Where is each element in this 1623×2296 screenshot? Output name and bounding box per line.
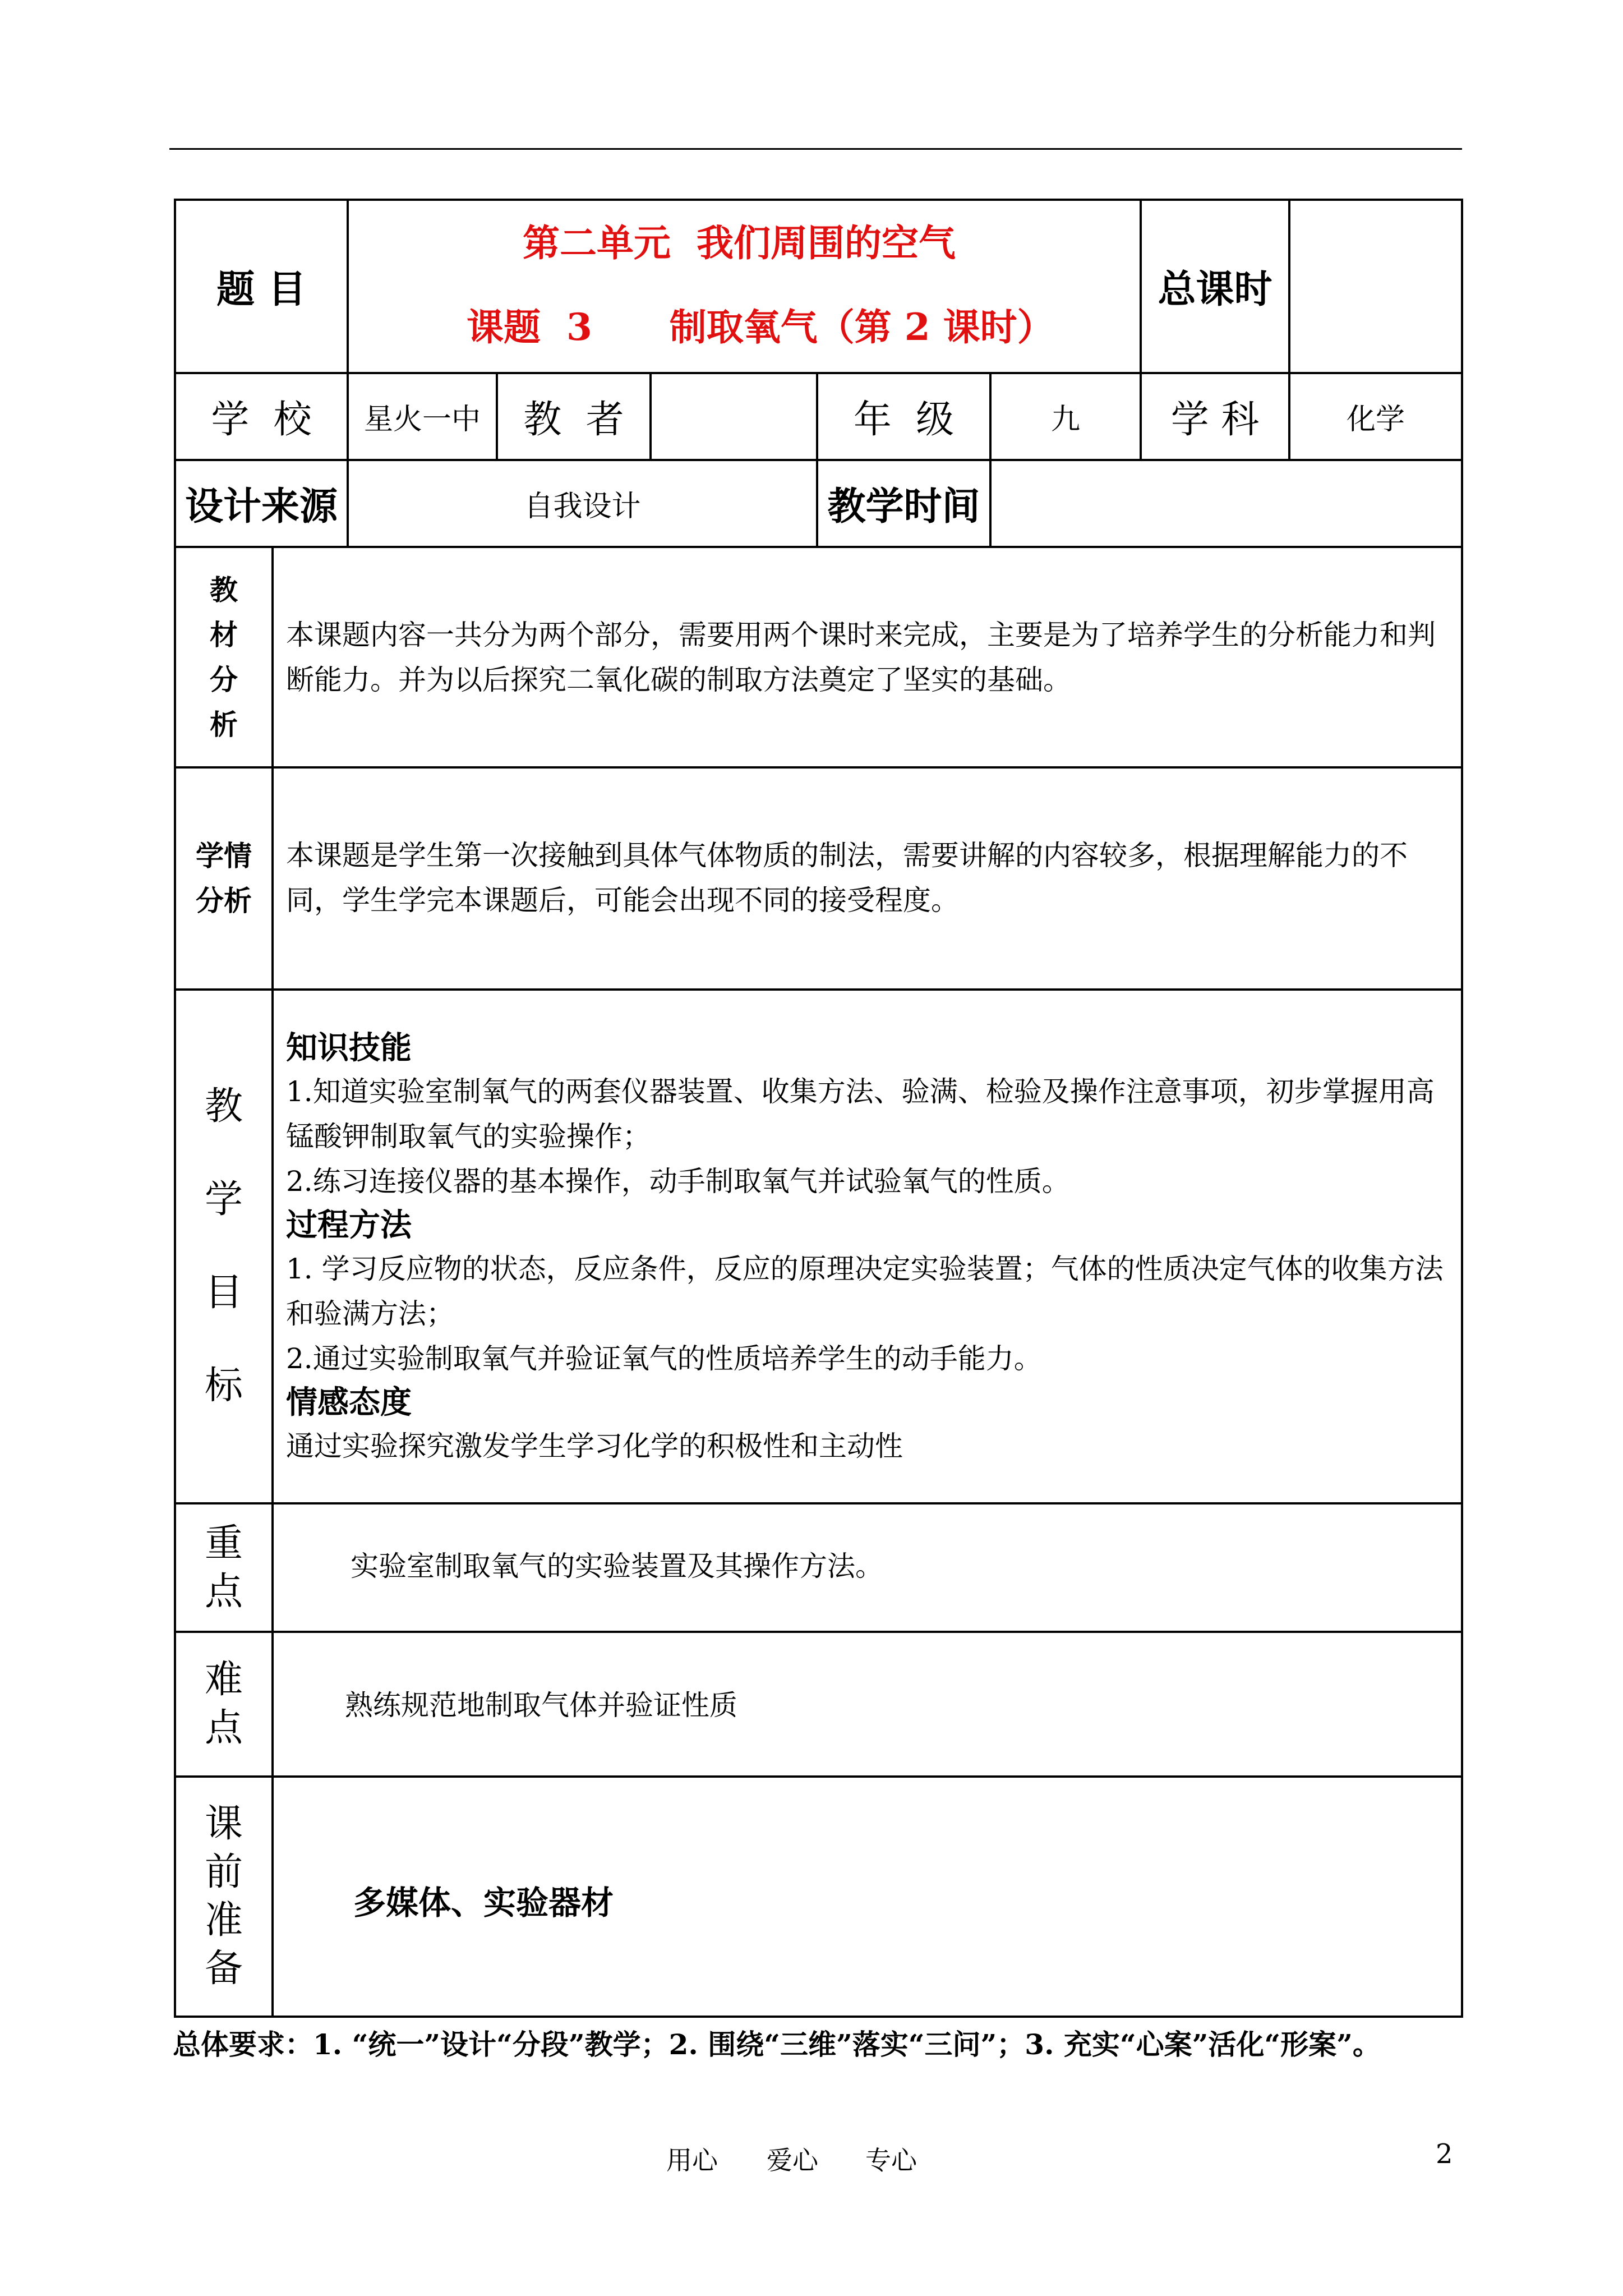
subject-field-value: 化学 (1346, 403, 1405, 436)
grade-label: 年 级 (853, 398, 955, 442)
teaching-goals-label: 教 学 目 标 (204, 1084, 243, 1408)
teacher-label: 教 者 (523, 398, 624, 442)
design-source-value: 自我设计 (524, 490, 641, 523)
knowledge-skills-title: 知识技能 (286, 1029, 412, 1066)
lesson-title (349, 201, 1140, 372)
subject-label: 题 目 (216, 267, 306, 312)
material-analysis-label: 教 材 分 析 (210, 573, 238, 741)
teacher-value (652, 374, 816, 459)
grade-value: 九 (1050, 403, 1080, 436)
total-periods-value (1290, 201, 1461, 372)
student-analysis-label: 学情 分析 (196, 839, 252, 917)
knowledge-item-2: 2.练习连接仪器的基本操作，动手制取氧气并试验氧气的性质。 (286, 1165, 1070, 1198)
school-label: 学 校 (211, 398, 312, 442)
unit-title: 第二单元 我们周围的空气 (523, 221, 956, 265)
emotion-item-1: 通过实验探究激发学生学习化学的积极性和主动性 (286, 1430, 903, 1462)
preparation-text: 多媒体、实验器材 (353, 1884, 614, 1922)
design-source-label: 设计来源 (185, 484, 338, 529)
process-item-1: 1. 学习反应物的状态，反应条件，反应的原理决定实验装置；气体的性质决定气体的收集方法和验满方法； (286, 1253, 1444, 1330)
footer-motto-3: 专心 (865, 2145, 917, 2175)
difficulty-label: 难 点 (204, 1658, 243, 1750)
school-value: 星火一中 (363, 403, 481, 436)
topic-title: 课题 3 制取氧气（第 2 课时） (467, 305, 1054, 349)
emotion-attitude-title: 情感态度 (286, 1384, 412, 1421)
material-analysis-text: 本课题内容一共分为两个部分，需要用两个课时来完成，主要是为了培养学生的分析能力和判断能力。并为以后探究二氧化碳的制取方法奠定了坚实的基础。 (286, 619, 1436, 696)
overall-requirements: 总体要求：1. “统一”设计“分段”教学；2. 围绕“三维”落实“三问”；3. 充实“心案”活化“形案”。 (173, 2028, 1381, 2061)
key-point-label: 重 点 (204, 1521, 243, 1614)
page-number: 2 (1436, 2138, 1453, 2170)
difficulty-text: 熟练规范地制取气体并验证性质 (345, 1689, 737, 1722)
process-item-2: 2.通过实验制取氧气并验证氧气的性质培养学生的动手能力。 (286, 1342, 1042, 1375)
key-point-text: 实验室制取氧气的实验装置及其操作方法。 (351, 1550, 883, 1582)
teaching-goals-content (286, 1027, 1453, 1469)
preparation-label: 课 前 准 备 (204, 1802, 243, 1991)
header-rule (169, 148, 1462, 150)
teaching-time-value (992, 461, 1461, 546)
knowledge-item-1: 1.知道实验室制氧气的两套仪器装置、收集方法、验满、检验及操作注意事项，初步掌握用高锰酸钾制取氧气的实验操作； (286, 1075, 1435, 1153)
total-periods-label: 总课时 (1158, 267, 1272, 312)
student-analysis-text: 本课题是学生第一次接触到具体气体物质的制法，需要讲解的内容较多，根据理解能力的不同，学生学完本课题后，可能会出现不同的接受程度。 (286, 839, 1408, 917)
process-methods-title: 过程方法 (286, 1207, 412, 1244)
teaching-time-label: 教学时间 (827, 484, 980, 529)
footer-motto-2: 爱心 (767, 2145, 818, 2175)
subject-field-label: 学 科 (1170, 398, 1260, 442)
footer-motto-1: 用心 (666, 2145, 718, 2175)
